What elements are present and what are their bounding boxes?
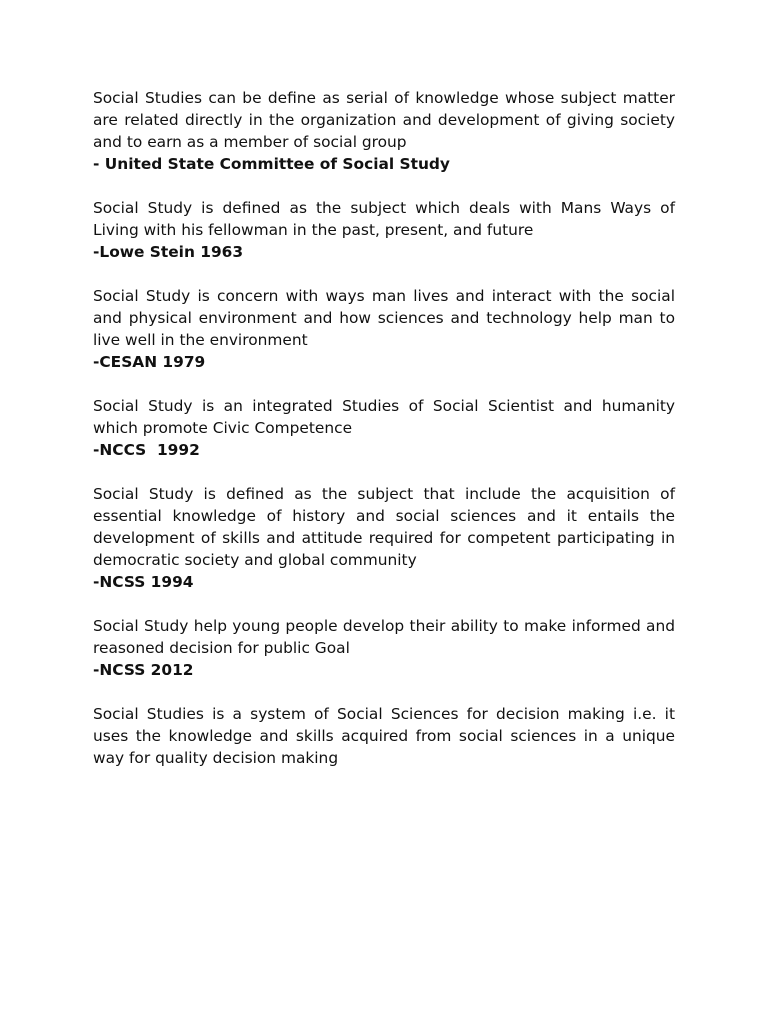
definition-entry xyxy=(93,483,675,593)
definition-source: -NCSS 2012 xyxy=(93,661,194,679)
definition-text: Social Studies is a system of Social Sciences for decision making i.e. it uses the knowledge and skills acquired from social sciences in a unique way for quality decision making xyxy=(93,705,675,767)
definition-text: Social Study help young people develop their ability to make informed and reasoned decision for public Goal xyxy=(93,617,675,657)
definition-text: Social Studies can be define as serial of knowledge whose subject matter are related directly in the organization and development of giving society and to earn as a member of social group xyxy=(93,89,675,151)
definition-entry xyxy=(93,285,675,373)
definition-source: -Lowe Stein 1963 xyxy=(93,243,244,261)
definition-text: Social Study is defined as the subject which deals with Mans Ways of Living with his fellowman in the past, present, and future xyxy=(93,199,675,239)
definition-source: - United State Committee of Social Study xyxy=(93,155,450,173)
definition-source: -NCSS 1994 xyxy=(93,573,194,591)
definition-entry xyxy=(93,87,675,175)
definition-entry xyxy=(93,703,675,769)
definition-entry xyxy=(93,197,675,263)
definition-source: -NCCS 1992 xyxy=(93,441,200,459)
definition-entry xyxy=(93,615,675,681)
definition-text: Social Study is an integrated Studies of Social Scientist and humanity which promote Civic Competence xyxy=(93,397,675,437)
definition-text: Social Study is defined as the subject that include the acquisition of essential knowledge of history and social sciences and it entails the development of skills and attitude required for competent participating in democratic society and global community xyxy=(93,485,675,569)
document-body xyxy=(93,87,675,791)
definition-source: -CESAN 1979 xyxy=(93,353,206,371)
definition-text: Social Study is concern with ways man lives and interact with the social and physical environment and how sciences and technology help man to live well in the environment xyxy=(93,287,675,349)
definition-entry xyxy=(93,395,675,461)
